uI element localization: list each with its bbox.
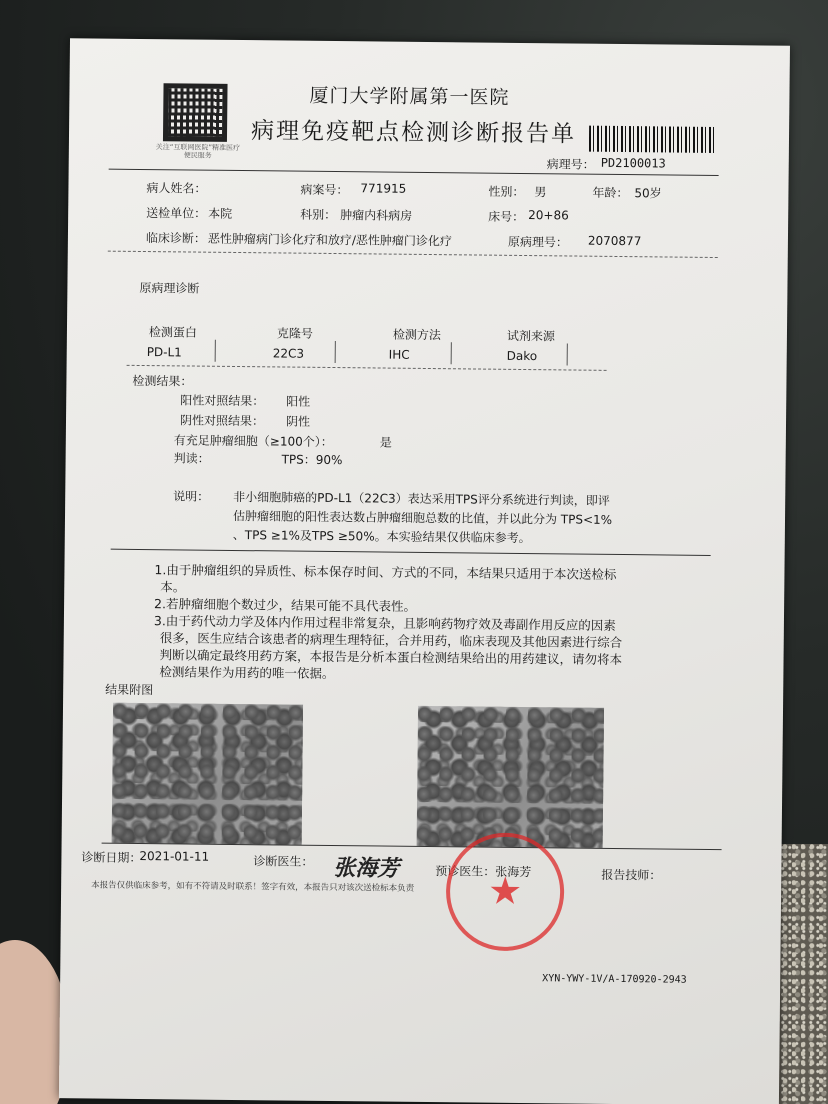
patient-name-label: 病人姓名：	[146, 181, 207, 196]
table-divider	[335, 341, 336, 363]
tech-label: 报告技师：	[601, 867, 662, 883]
pos-ctrl: 阳性	[286, 394, 311, 409]
table-divider	[567, 343, 568, 365]
barcode-icon	[589, 126, 715, 153]
table-header: 检测方法	[392, 327, 442, 343]
table-cell: PD-L1	[146, 345, 182, 360]
age-label: 年龄：	[592, 185, 629, 201]
note-line: 3.由于药代动力学及体内作用过程非常复杂，且影响药物疗效及毒副作用反应的因素	[153, 613, 616, 633]
dept: 肿瘤内科病房	[340, 208, 413, 223]
notes	[153, 561, 704, 686]
table-header: 克隆号	[276, 326, 314, 341]
age: 50岁	[634, 186, 662, 201]
note-line: 2.若肿瘤细胞个数过少，结果可能不具代表性。	[154, 596, 417, 614]
pos-ctrl-label: 阳性对照结果：	[180, 393, 265, 409]
orig-no: 2070877	[587, 233, 642, 249]
reading: TPS：90%	[281, 452, 343, 468]
disclaimer: 本报告仅供临床参考，如有不符请及时联系！签字有效，本报告只对该次送检标本负责	[91, 880, 415, 894]
explain-line: 估肿瘤细胞的阳性表达数占肿瘤细胞总数的比值，并以此分为 TPS<1%	[232, 508, 613, 527]
case-no-label: 病案号：	[300, 182, 349, 198]
diag: 恶性肿瘤病门诊化疗和放疗/恶性肿瘤门诊化疗	[207, 231, 453, 249]
note-line: 1.由于肿瘤组织的异质性、标本保存时间、方式的不同，本结果只适用于本次送检标	[154, 562, 617, 582]
table-divider	[215, 340, 216, 362]
table-header: 检测蛋白	[148, 325, 198, 340]
star-icon: ★	[487, 868, 523, 914]
sex-label: 性别：	[488, 184, 525, 199]
hospital-name: 厦门大学附属第一医院	[309, 84, 510, 109]
diag-label: 临床诊断：	[145, 231, 207, 246]
table-divider	[451, 342, 452, 364]
case-no: 771915	[360, 181, 407, 196]
review-doctor: 预诊医生：张海芳	[435, 864, 532, 880]
dept-label: 科别：	[300, 207, 337, 223]
divider	[111, 549, 711, 556]
bed: 20+86	[528, 208, 569, 223]
sufficient-label: 有充足肿瘤细胞（≥100个）：	[173, 433, 333, 450]
micrograph-image	[417, 706, 604, 848]
report-paper	[59, 38, 790, 1104]
micrograph-image	[112, 703, 303, 845]
date-label: 诊断日期：	[81, 850, 142, 866]
form-code: XYN-YWY-1V/A-170920-2943	[542, 973, 687, 986]
orig-no-label: 原病理号：	[507, 234, 568, 250]
divider	[108, 251, 718, 258]
table-cell: IHC	[388, 347, 410, 362]
note-line: 很多，医生应结合该患者的病理生理特征，合并用药，临床表现及其他因素进行综合	[159, 630, 623, 651]
sex: 男	[534, 185, 547, 200]
results-label: 检测结果：	[132, 373, 193, 389]
bed-label: 床号：	[488, 209, 525, 224]
date: 2021-01-11	[139, 849, 210, 864]
doctor-label: 诊断医生：	[253, 854, 314, 869]
explain-line: 非小细胞肺癌的PD-L1（22C3）表达采用TPS评分系统进行判读，即评	[233, 489, 610, 508]
unit-label: 送检单位：	[146, 206, 207, 221]
explain-label: 说明：	[173, 489, 210, 504]
report-title: 病理免疫靶点检测诊断报告单	[250, 118, 577, 148]
images-label: 结果附图	[105, 682, 154, 698]
note-line: 判断以确定最终用药方案，本报告是分析本蛋白检测结果给出的用药建议，请勿将本	[159, 647, 623, 668]
unit: 本院	[208, 206, 233, 221]
pathology-no: PD2100013	[600, 155, 666, 171]
table-header: 试剂来源	[506, 328, 556, 344]
neg-ctrl-label: 阴性对照结果：	[179, 413, 265, 429]
qr-code-icon	[163, 83, 228, 142]
table-cell: Dako	[506, 348, 538, 364]
note-line: 本。	[160, 579, 186, 595]
hospital-stamp-icon	[445, 832, 564, 951]
neg-ctrl: 阴性	[285, 414, 311, 429]
explain-line: 、TPS ≥1%及TPS ≥50%。本实验结果仅供临床参考。	[232, 527, 531, 546]
doctor-signature: 张海芳	[333, 855, 400, 882]
pathology-no-label: 病理号：	[546, 157, 595, 172]
reading-label: 判读：	[173, 451, 210, 466]
divider	[127, 365, 607, 371]
note-line: 检测结果作为用药的唯一依据。	[159, 664, 335, 682]
qr-caption: 关注“互联网医院”精准医疗 便民服务	[155, 143, 241, 160]
sufficient: 是	[379, 435, 392, 450]
original-diagnosis-label: 原病理诊断	[139, 280, 200, 296]
table-cell: 22C3	[272, 346, 305, 361]
